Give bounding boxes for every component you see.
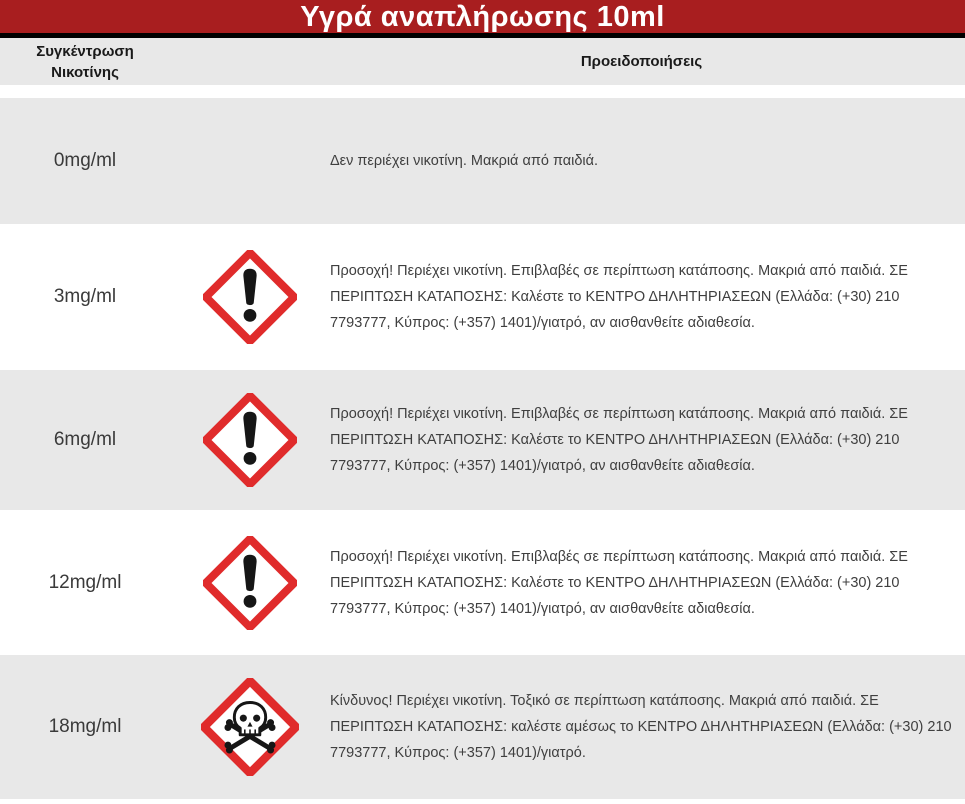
warning-text: Προσοχή! Περιέχει νικοτίνη. Επιβλαβές σε περίπτωση κατάποσης. Μακριά από παιδιά. ΣΕ ΠΕΡΙΠΤΩΣΗ ΚΑΤΑΠΟΣΗΣ: Καλέστε το ΚΕΝΤΡΟ ΔΗΛΗΤΗΡΙΑΣΕΩΝ (Ελλάδα: (+30) 210 7793777, Κύπρος: (+357) 1401)/γιατρό, αν αισθανθείτε αδιαθεσία. xyxy=(330,548,908,617)
ghs07-exclamation-mark-icon xyxy=(203,393,297,487)
exclamation-dot xyxy=(244,594,257,607)
concentration-value: 0mg/ml xyxy=(53,150,117,171)
page-title: Υγρά αναπλήρωσης 10ml xyxy=(300,0,665,33)
header-gap xyxy=(0,85,965,98)
table-row-3mg xyxy=(0,224,965,370)
pictogram-cell xyxy=(170,536,330,630)
pictogram-cell xyxy=(170,250,330,344)
ghs06-skull-crossbones-icon xyxy=(201,678,299,776)
warning-text: Δεν περιέχει νικοτίνη. Μακριά από παιδιά. xyxy=(330,153,599,169)
concentration-value: 6mg/ml xyxy=(53,429,117,450)
column-header-concentration-line2: Νικοτίνης xyxy=(51,63,119,81)
table-row-18mg xyxy=(0,655,965,799)
table-header-row xyxy=(0,38,965,85)
column-header-concentration-line1: Συγκέντρωση xyxy=(36,42,134,60)
exclamation-dot xyxy=(244,309,257,322)
table-body xyxy=(0,98,965,799)
ghs07-exclamation-mark-icon xyxy=(203,536,297,630)
table-row-0mg xyxy=(0,98,965,224)
pictogram-cell xyxy=(170,393,330,487)
ghs07-exclamation-mark-icon xyxy=(203,250,297,344)
warning-text: Κίνδυνος! Περιέχει νικοτίνη. Τοξικό σε περίπτωση κατάποσης. Μακριά από παιδιά. ΣΕ ΠΕΡΙΠΤΩΣΗ ΚΑΤΑΠΟΣΗΣ: καλέστε αμέσως το ΚΕΝΤΡΟ ΔΗΛΗΤΗΡΙΑΣΕΩΝ (Ελλάδα: (+30) 210 7793777, Κύπρος: (+357) 1401)/γιατρό. xyxy=(330,693,952,761)
concentration-value: 18mg/ml xyxy=(48,716,122,737)
column-header-warnings: Προειδοποιήσεις xyxy=(580,53,703,70)
title-bar xyxy=(0,0,965,38)
pictogram-cell xyxy=(170,678,330,776)
skull-eye-right xyxy=(253,715,260,722)
column-header-concentration xyxy=(0,41,170,83)
warning-text: Προσοχή! Περιέχει νικοτίνη. Επιβλαβές σε περίπτωση κατάποσης. Μακριά από παιδιά. ΣΕ ΠΕΡΙΠΤΩΣΗ ΚΑΤΑΠΟΣΗΣ: Καλέστε το ΚΕΝΤΡΟ ΔΗΛΗΤΗΡΙΑΣΕΩΝ (Ελλάδα: (+30) 210 7793777, Κύπρος: (+357) 1401)/γιατρό, αν αισθανθείτε αδιαθεσία. xyxy=(330,406,908,474)
concentration-value: 12mg/ml xyxy=(48,571,122,593)
table-row-12mg xyxy=(0,510,965,655)
concentration-value: 3mg/ml xyxy=(53,286,117,307)
table-row-6mg xyxy=(0,370,965,510)
warning-text: Προσοχή! Περιέχει νικοτίνη. Επιβλαβές σε περίπτωση κατάποσης. Μακριά από παιδιά. ΣΕ ΠΕΡΙΠΤΩΣΗ ΚΑΤΑΠΟΣΗΣ: Καλέστε το ΚΕΝΤΡΟ ΔΗΛΗΤΗΡΙΑΣΕΩΝ (Ελλάδα: (+30) 210 7793777, Κύπρος: (+357) 1401)/γιατρό, αν αισθανθείτε αδιαθεσία. xyxy=(330,263,908,331)
skull-eye-left xyxy=(240,715,247,722)
exclamation-dot xyxy=(244,452,257,465)
